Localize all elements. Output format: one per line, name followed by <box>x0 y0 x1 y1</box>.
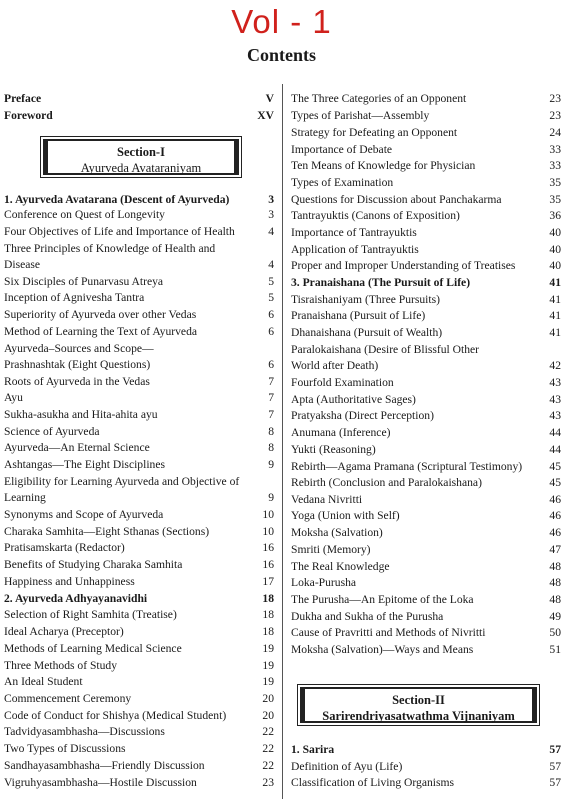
toc-entry <box>291 525 561 541</box>
toc-entry-page: 35 <box>549 176 561 189</box>
toc-entry <box>4 290 274 306</box>
toc-entry-title: Vedana Nivritti <box>291 493 363 506</box>
toc-entry-page: 22 <box>262 742 274 755</box>
toc-entry <box>4 274 274 290</box>
toc-entry-page: 51 <box>549 643 561 656</box>
toc-entry-page: 18 <box>262 592 274 605</box>
toc-entry <box>291 158 561 174</box>
toc-entry-page: 46 <box>549 526 561 539</box>
toc-entry-title: Four Objectives of Life and Importance of Health <box>4 225 235 238</box>
toc-entry <box>4 591 274 607</box>
toc-entry-title: Science of Ayurveda <box>4 425 100 438</box>
toc-entry <box>291 375 561 391</box>
toc-entry <box>4 424 274 440</box>
toc-entry-page: 6 <box>268 325 274 338</box>
toc-entry-title: Vigruhyasambhasha—Hostile Discussion <box>4 776 197 789</box>
toc-entry-page: 42 <box>549 359 561 372</box>
toc-entry <box>291 308 561 324</box>
toc-entry-title: Rebirth (Conclusion and Paralokaishana) <box>291 476 482 489</box>
toc-entry-page: 36 <box>549 209 561 222</box>
toc-entry-page: 16 <box>262 541 274 554</box>
toc-entry <box>291 91 561 107</box>
toc-entry-title: Ashtangas—The Eight Disciplines <box>4 458 165 471</box>
toc-entry-title: The Real Knowledge <box>291 560 390 573</box>
toc-entry-page: 35 <box>549 193 561 206</box>
toc-entry <box>291 358 561 374</box>
toc-entry-title: Yukti (Reasoning) <box>291 443 376 456</box>
toc-entry-title: Yoga (Union with Self) <box>291 509 400 522</box>
toc-entry-title: Proper and Improper Understanding of Treatises <box>291 259 516 272</box>
toc-entry-page: 23 <box>549 92 561 105</box>
toc-entry-page: 41 <box>549 309 561 322</box>
toc-entry <box>4 775 274 791</box>
toc-entry <box>291 459 561 475</box>
toc-entry-page: 19 <box>262 642 274 655</box>
toc-entry-page: 4 <box>268 225 274 238</box>
toc-entry-title: 2. Ayurveda Adhyayanavidhi <box>4 592 148 605</box>
toc-entry <box>4 474 274 490</box>
toc-entry-page: 18 <box>262 608 274 621</box>
toc-entry-title: Eligibility for Learning Ayurveda and Objective of <box>4 475 240 488</box>
toc-entry-page: 43 <box>549 393 561 406</box>
toc-entry-page: 16 <box>262 558 274 571</box>
toc-entry-title: Importance of Debate <box>291 143 393 156</box>
toc-entry <box>291 292 561 308</box>
toc-entry-title: Cause of Pravritti and Methods of Nivritti <box>291 626 486 639</box>
toc-entry <box>291 258 561 274</box>
toc-entry-page: XV <box>257 109 274 122</box>
toc-entry <box>291 592 561 608</box>
toc-entry-page: 57 <box>549 743 561 756</box>
toc-entry-page: 19 <box>262 659 274 672</box>
toc-entry-page: 9 <box>268 458 274 471</box>
toc-entry-title: Sandhayasambhasha—Friendly Discussion <box>4 759 205 772</box>
toc-entry-title: Pratyaksha (Direct Perception) <box>291 409 434 422</box>
toc-entry-page: 47 <box>549 543 561 556</box>
toc-entry-title: Inception of Agnivesha Tantra <box>4 291 145 304</box>
toc-entry <box>291 759 561 775</box>
toc-entry-page: 8 <box>268 441 274 454</box>
toc-entry <box>291 192 561 208</box>
toc-entry <box>291 542 561 558</box>
toc-entry <box>4 224 274 240</box>
toc-entry-page: 40 <box>549 243 561 256</box>
toc-entry-title: Code of Conduct for Shishya (Medical Student) <box>4 709 227 722</box>
toc-entry-title: Roots of Ayurveda in the Vedas <box>4 375 150 388</box>
toc-entry-title: Pranaishana (Pursuit of Life) <box>291 309 426 322</box>
toc-entry-page: 20 <box>262 692 274 705</box>
toc-entry <box>291 575 561 591</box>
toc-entry-page: 46 <box>549 493 561 506</box>
toc-entry <box>291 225 561 241</box>
toc-entry-page: 57 <box>549 776 561 789</box>
toc-entry-page: 4 <box>268 258 274 271</box>
toc-entry-page: 50 <box>549 626 561 639</box>
toc-entry-title: Superiority of Ayurveda over other Vedas <box>4 308 197 321</box>
toc-entry-page: 7 <box>268 391 274 404</box>
toc-entry-title: Happiness and Unhappiness <box>4 575 135 588</box>
toc-entry-title: Questions for Discussion about Panchakarma <box>291 193 502 206</box>
toc-entry <box>291 609 561 625</box>
toc-entry-title: Ayurveda—An Eternal Science <box>4 441 150 454</box>
toc-entry-title: Anumana (Inference) <box>291 426 391 439</box>
toc-entry-title: Tadvidyasambhasha—Discussions <box>4 725 165 738</box>
toc-entry-title: Application of Tantrayuktis <box>291 243 419 256</box>
toc-entry-page: 48 <box>549 560 561 573</box>
toc-entry-page: 57 <box>549 760 561 773</box>
toc-entry <box>291 342 561 358</box>
toc-entry-title: Preface <box>4 92 42 105</box>
toc-entry <box>291 425 561 441</box>
toc-entry-page: 44 <box>549 426 561 439</box>
toc-entry <box>4 641 274 657</box>
toc-entry <box>4 674 274 690</box>
toc-entry <box>291 492 561 508</box>
toc-entry <box>4 257 274 273</box>
toc-entry-title: Benefits of Studying Charaka Samhita <box>4 558 183 571</box>
toc-entry-page: 48 <box>549 593 561 606</box>
toc-entry-title: Smriti (Memory) <box>291 543 371 556</box>
toc-entry-page: 7 <box>268 375 274 388</box>
toc-entry-title: Classification of Living Organisms <box>291 776 455 789</box>
column-divider <box>282 84 283 799</box>
toc-entry-page: 49 <box>549 610 561 623</box>
toc-entry <box>4 557 274 573</box>
toc-entry <box>291 742 561 758</box>
toc-entry <box>4 374 274 390</box>
toc-entry-page: 23 <box>549 109 561 122</box>
toc-entry-page: 7 <box>268 408 274 421</box>
toc-entry-title: Synonyms and Scope of Ayurveda <box>4 508 164 521</box>
toc-entry-title: Paralokaishana (Desire of Blissful Other <box>291 343 480 356</box>
toc-entry-title: Disease <box>4 258 41 271</box>
toc-entry-title: Pratisamskarta (Redactor) <box>4 541 125 554</box>
toc-entry-title: Types of Parishat—Assembly <box>291 109 430 122</box>
toc-entry-title: Sukha-asukha and Hita-ahita ayu <box>4 408 158 421</box>
toc-entry <box>4 108 274 124</box>
toc-entry <box>4 741 274 757</box>
toc-entry-title: Ayurveda–Sources and Scope— <box>4 342 154 355</box>
toc-entry-page: 33 <box>549 159 561 172</box>
toc-entry <box>291 559 561 575</box>
toc-entry-title: Rebirth—Agama Pramana (Scriptural Testimony) <box>291 460 523 473</box>
toc-entry-page: V <box>265 92 274 105</box>
toc-entry-title: An Ideal Student <box>4 675 83 688</box>
contents-title: Contents <box>246 45 316 65</box>
toc-entry <box>291 275 561 291</box>
toc-entry <box>291 242 561 258</box>
toc-entry <box>4 574 274 590</box>
toc-entry-page: 48 <box>549 576 561 589</box>
section-2-heading: Section-II <box>392 693 445 707</box>
section-2-box <box>297 684 540 726</box>
toc-entry-title: Dhanaishana (Pursuit of Wealth) <box>291 326 443 339</box>
toc-entry-page: 18 <box>262 625 274 638</box>
toc-entry-title: Ten Means of Knowledge for Physician <box>291 159 476 172</box>
toc-entry <box>291 475 561 491</box>
toc-entry <box>4 207 274 223</box>
toc-entry-page: 40 <box>549 259 561 272</box>
toc-entry-title: Conference on Quest of Longevity <box>4 208 165 221</box>
toc-entry-title: Selection of Right Samhita (Treatise) <box>4 608 177 621</box>
toc-entry-title: Moksha (Salvation) <box>291 526 383 539</box>
toc-entry <box>291 625 561 641</box>
toc-entry-title: Definition of Ayu (Life) <box>291 760 403 773</box>
toc-entry-title: 1. Sarira <box>291 743 335 756</box>
toc-entry-page: 22 <box>262 725 274 738</box>
toc-entry-title: Dukha and Sukha of the Purusha <box>291 610 444 623</box>
toc-entry <box>291 392 561 408</box>
toc-entry <box>4 457 274 473</box>
toc-entry-page: 24 <box>549 126 561 139</box>
toc-entry-page: 6 <box>268 358 274 371</box>
toc-entry <box>291 508 561 524</box>
toc-entry-title: Loka-Purusha <box>291 576 357 589</box>
toc-entry-page: 3 <box>268 208 274 221</box>
toc-entry-title: Strategy for Defeating an Opponent <box>291 126 458 139</box>
volume-heading: Vol - 1 <box>231 3 332 40</box>
toc-entry-title: Importance of Tantrayuktis <box>291 226 417 239</box>
toc-entry <box>291 142 561 158</box>
toc-entry-page: 8 <box>268 425 274 438</box>
toc-entry-title: Learning <box>4 491 46 504</box>
toc-entry <box>4 490 274 506</box>
toc-entry <box>291 408 561 424</box>
toc-entry-title: Ideal Acharya (Preceptor) <box>4 625 124 638</box>
toc-entry <box>4 540 274 556</box>
toc-entry-title: Method of Learning the Text of Ayurveda <box>4 325 198 338</box>
toc-entry-title: Prashnashtak (Eight Questions) <box>4 358 151 371</box>
toc-entry-title: The Purusha—An Epitome of the Loka <box>291 593 474 606</box>
toc-entry <box>4 758 274 774</box>
toc-entry-page: 5 <box>268 275 274 288</box>
toc-entry-title: Ayu <box>4 391 23 404</box>
toc-entry-title: Apta (Authoritative Sages) <box>291 393 416 406</box>
toc-entry-title: Commencement Ceremony <box>4 692 132 705</box>
toc-entry <box>4 407 274 423</box>
toc-entry <box>4 390 274 406</box>
toc-entry-title: 1. Ayurveda Avatarana (Descent of Ayurveda) <box>4 193 230 206</box>
toc-entry <box>4 708 274 724</box>
toc-entry <box>291 125 561 141</box>
toc-entry <box>291 442 561 458</box>
toc-entry <box>4 307 274 323</box>
toc-entry <box>291 208 561 224</box>
toc-entry-title: Foreword <box>4 109 53 122</box>
toc-entry <box>4 241 274 257</box>
toc-entry-page: 46 <box>549 509 561 522</box>
toc-entry-page: 41 <box>549 293 561 306</box>
toc-entry-page: 43 <box>549 409 561 422</box>
toc-entry-page: 5 <box>268 291 274 304</box>
toc-entry <box>4 192 274 208</box>
toc-entry <box>291 108 561 124</box>
toc-entry-title: 3. Pranaishana (The Pursuit of Life) <box>291 276 471 289</box>
toc-entry-title: Six Disciples of Punarvasu Atreya <box>4 275 164 288</box>
toc-entry-page: 33 <box>549 143 561 156</box>
toc-entry-page: 41 <box>549 326 561 339</box>
toc-entry-page: 44 <box>549 443 561 456</box>
toc-entry <box>4 724 274 740</box>
toc-entry-page: 45 <box>549 460 561 473</box>
section-1-box <box>40 136 242 178</box>
toc-entry-title: Tisraishaniyam (Three Pursuits) <box>291 293 440 306</box>
toc-entry-title: Fourfold Examination <box>291 376 394 389</box>
toc-entry-page: 45 <box>549 476 561 489</box>
toc-entry-page: 10 <box>262 525 274 538</box>
toc-entry-page: 9 <box>268 491 274 504</box>
toc-entry-page: 6 <box>268 308 274 321</box>
toc-entry-page: 23 <box>262 776 274 789</box>
toc-entry-title: Tantrayuktis (Canons of Exposition) <box>291 209 460 222</box>
toc-entry <box>4 324 274 340</box>
toc-entry <box>4 607 274 623</box>
toc-entry <box>291 175 561 191</box>
toc-entry <box>4 524 274 540</box>
toc-entry-page: 17 <box>262 575 274 588</box>
toc-entry <box>291 642 561 658</box>
toc-entry-page: 10 <box>262 508 274 521</box>
toc-entry <box>4 91 274 107</box>
toc-entry-title: World after Death) <box>291 359 379 372</box>
toc-entry-title: The Three Categories of an Opponent <box>291 92 467 105</box>
section-2-subtitle: Sarirendriyasatwathma Vijnaniyam <box>322 709 515 723</box>
toc-entry-title: Methods of Learning Medical Science <box>4 642 182 655</box>
toc-entry-page: 22 <box>262 759 274 772</box>
toc-entry-title: Moksha (Salvation)—Ways and Means <box>291 643 474 656</box>
toc-entry-page: 19 <box>262 675 274 688</box>
toc-entry-page: 40 <box>549 226 561 239</box>
toc-entry <box>4 357 274 373</box>
toc-entry-title: Types of Examination <box>291 176 394 189</box>
section-1-subtitle: Ayurveda Avataraniyam <box>80 161 202 175</box>
toc-entry <box>4 658 274 674</box>
toc-entry <box>4 440 274 456</box>
section-1-heading: Section-I <box>117 145 165 159</box>
toc-entry <box>4 341 274 357</box>
toc-entry-page: 3 <box>268 193 274 206</box>
toc-entry-title: Two Types of Discussions <box>4 742 126 755</box>
toc-entry <box>4 507 274 523</box>
toc-entry <box>4 691 274 707</box>
toc-entry-page: 41 <box>549 276 561 289</box>
toc-entry <box>291 325 561 341</box>
toc-entry-page: 20 <box>262 709 274 722</box>
toc-entry-page: 43 <box>549 376 561 389</box>
toc-entry-title: Three Methods of Study <box>4 659 118 672</box>
toc-entry-title: Charaka Samhita—Eight Sthanas (Sections) <box>4 525 210 538</box>
toc-entry <box>4 624 274 640</box>
toc-entry <box>291 775 561 791</box>
toc-entry-title: Three Principles of Knowledge of Health and <box>4 242 216 255</box>
